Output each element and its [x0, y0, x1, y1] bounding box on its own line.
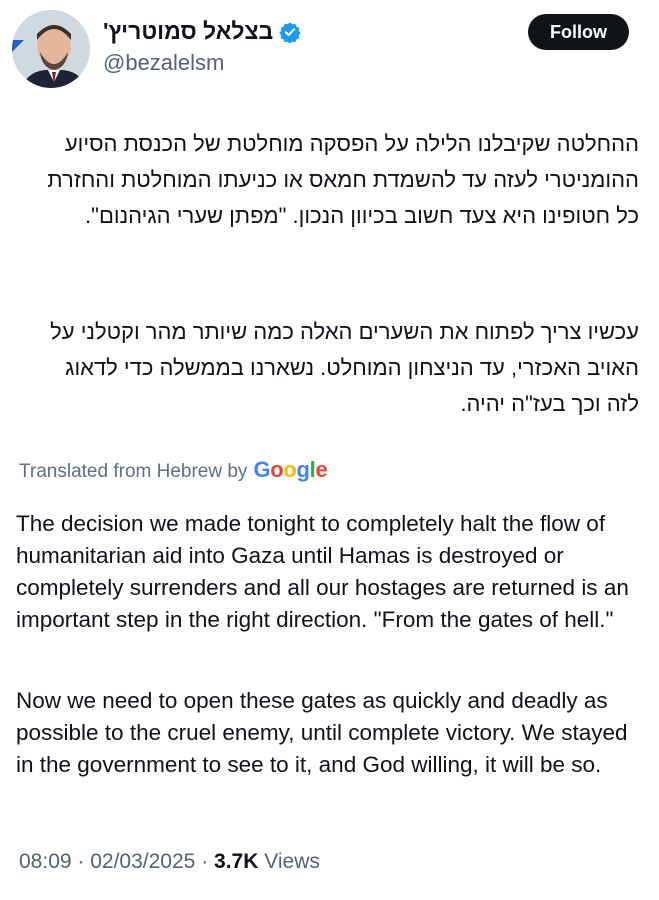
- views-label: Views: [264, 850, 320, 873]
- google-logo-letter: g: [296, 457, 310, 482]
- avatar-image: [12, 10, 90, 88]
- follow-button[interactable]: Follow: [528, 14, 629, 50]
- meta-separator: ·: [201, 850, 215, 873]
- name-row: [103, 18, 301, 45]
- avatar[interactable]: [12, 10, 90, 88]
- english-paragraph-2: Now we need to open these gates as quickly and deadly as possible to the cruel enemy, until complete victory. We stayed in the government to see to it, and God willing, it will be so.: [16, 688, 628, 777]
- tweet-header: [0, 0, 659, 100]
- tweet-time[interactable]: 08:09: [19, 850, 72, 873]
- english-paragraph-1: The decision we made tonight to completely halt the flow of humanitarian aid into Gaza until Hamas is destroyed or completely surrenders and all our hostages are returned is an important step in the right direction. "From the gates of hell.": [16, 511, 629, 632]
- views-count: 3.7K: [214, 850, 259, 873]
- tweet-date[interactable]: 02/03/2025: [90, 850, 196, 873]
- google-logo-letter: G: [253, 457, 271, 482]
- google-logo-letter: o: [283, 457, 297, 482]
- meta-separator: ·: [77, 850, 91, 873]
- translation-label: Translated from Hebrew by: [19, 461, 248, 482]
- translation-attribution[interactable]: [19, 457, 327, 483]
- google-logo-letter: e: [315, 457, 328, 482]
- google-logo: [253, 457, 327, 483]
- hebrew-paragraph-1: ההחלטה שקיבלנו הלילה על הפסקה מוחלטת של הכנסת הסיוע ההומניטרי לעזה עד להשמדת חמאס או כניעתו המוחלטת והחזרת כל חטופינו היא צעד חשוב בכיוון הנכון. "מפתן שערי הגיהנום".: [47, 131, 639, 228]
- tweet-meta: [19, 850, 320, 874]
- user-handle[interactable]: @bezalelsm: [103, 50, 225, 75]
- verified-badge-icon: [279, 21, 301, 43]
- google-logo-letter: l: [309, 457, 316, 482]
- display-name[interactable]: בצלאל סמוטריץ': [103, 18, 274, 44]
- hebrew-paragraph-2: עכשיו צריך לפתוח את השערים האלה כמה שיותר מהר וקטלני על האויב האכזרי, עד הניצחון המוחלט. נשארנו בממשלה כדי לדאוג לזה וכך בעז"ה יהיה.: [50, 319, 639, 416]
- google-logo-letter: o: [270, 457, 284, 482]
